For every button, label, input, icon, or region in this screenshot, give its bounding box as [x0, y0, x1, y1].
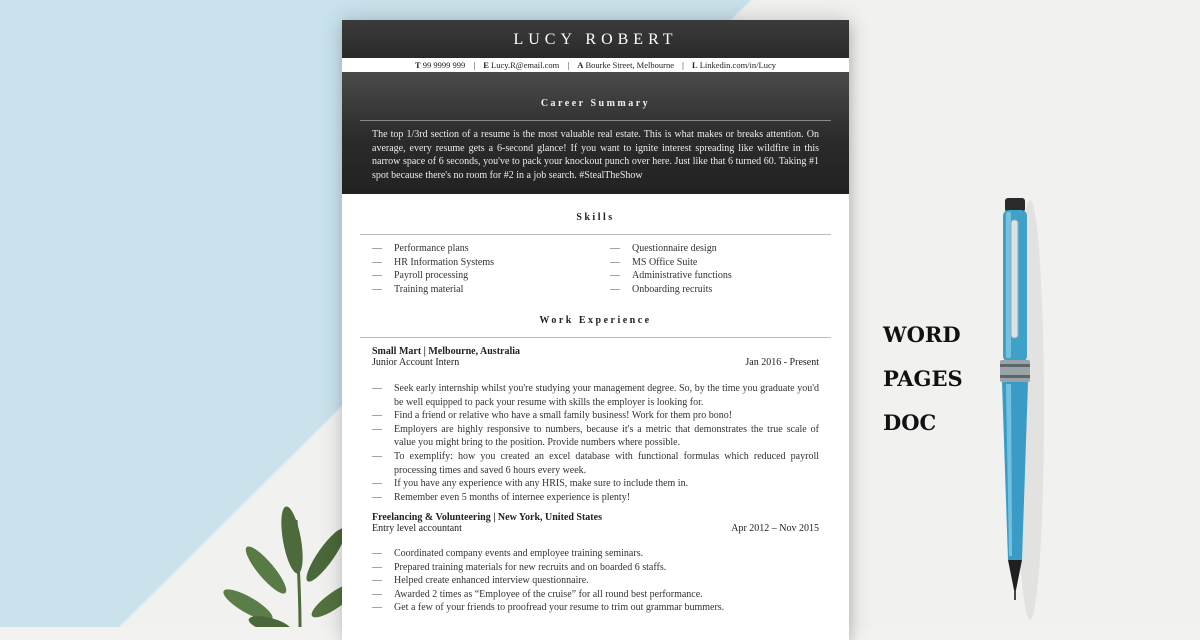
address: Bourke Street, Melbourne — [585, 60, 674, 70]
list-item: — Seek early internship whilst you're studying your management degree. So, by the time you graduate you'd be well equipped to pack your resume with skills the employer is looking for. — [372, 383, 819, 408]
skill-item: — Training material — [372, 284, 464, 296]
job-entry-2-header — [372, 512, 819, 537]
job-company: Freelancing & Volunteering | New York, United States — [372, 512, 602, 523]
format-word: WORD — [883, 322, 961, 347]
skills-list-left — [372, 242, 494, 297]
list-item: — Prepared training materials for new recruits and on boarded 6 staffs. — [372, 561, 667, 573]
skill-item: — Payroll processing — [372, 270, 469, 282]
skills-list-right — [610, 242, 732, 297]
skill-item: — Questionnaire design — [610, 243, 717, 254]
career-summary-section — [342, 72, 849, 194]
job-dates: Apr 2012 – Nov 2015 — [731, 523, 819, 534]
candidate-name: LUCY ROBERT — [513, 31, 678, 48]
job-entry-1-bullets — [372, 382, 819, 504]
list-item: — Employers are highly responsive to numbers, because it's a metric that demonstrates the true scale of value you might bring to the position. Provide numbers where possible. — [372, 423, 819, 449]
resume-document — [342, 20, 849, 640]
divider — [360, 120, 831, 121]
phone-number: 99 9999 999 — [422, 60, 466, 70]
job-entry-2-bullets — [372, 547, 819, 615]
job-dates: Jan 2016 - Present — [745, 357, 819, 368]
skill-item: — HR Information Systems — [372, 256, 494, 268]
divider — [360, 234, 831, 235]
job-role: Junior Account Intern — [372, 357, 460, 368]
skill-item: — Administrative functions — [610, 270, 732, 282]
list-item: — Helped create enhanced interview questionnaire. — [372, 575, 589, 587]
list-item: — Awarded 2 times as “Employee of the cruise” for all round best performance. — [372, 588, 703, 600]
skill-item: — Onboarding recruits — [610, 284, 713, 296]
work-experience-title: Work Experience — [539, 315, 652, 326]
career-summary-text: The top 1/3rd section of a resume is the most valuable real estate. This is what makes or breaks attention. On average, every resume gets a 6-second glance! If you want to ignite interest spreading like wildfire in this narrow space of 6 seconds, you've to pack your knockout punch over here. Just like that 6 turned 60. Taking #1 spot because there's no room for #2 in a job search. #StealTheShow — [372, 129, 819, 181]
list-item: — Find a friend or relative who have a small family business! Work for them pro bono! — [372, 410, 733, 422]
job-role: Entry level accountant — [372, 523, 462, 534]
contact-line: T 99 9999 999 | E Lucy.R@email.com | A Bourke Street, Melbourne | L Linkedin.com/in/Lucy — [415, 60, 776, 70]
skill-item: — MS Office Suite — [610, 256, 698, 268]
career-summary-title: Career Summary — [540, 98, 651, 109]
divider — [360, 337, 831, 338]
job-entry-1-header — [372, 346, 819, 371]
skills-title: Skills — [576, 212, 615, 223]
list-item: — Remember even 5 months of internee experience is plenty! — [372, 491, 631, 503]
email-address: Lucy.R@email.com — [491, 60, 560, 70]
linkedin-url: Linkedin.com/in/Lucy — [699, 60, 776, 70]
list-item: — Coordinated company events and employee training seminars. — [372, 548, 644, 559]
job-company: Small Mart | Melbourne, Australia — [372, 346, 521, 357]
format-doc: DOC — [883, 410, 937, 435]
list-item: — Get a few of your friends to proofread your resume to trim out grammar bummers. — [372, 602, 725, 614]
list-item: — To exemplify: how you created an excel database with functional formulas which reduced payroll processing times and saved 6 hours every week. — [372, 450, 819, 476]
file-formats — [883, 322, 963, 454]
list-item: — If you have any experience with any HRIS, make sure to include them in. — [372, 478, 689, 490]
skill-item: — Performance plans — [372, 243, 469, 254]
format-pages: PAGES — [883, 366, 963, 391]
